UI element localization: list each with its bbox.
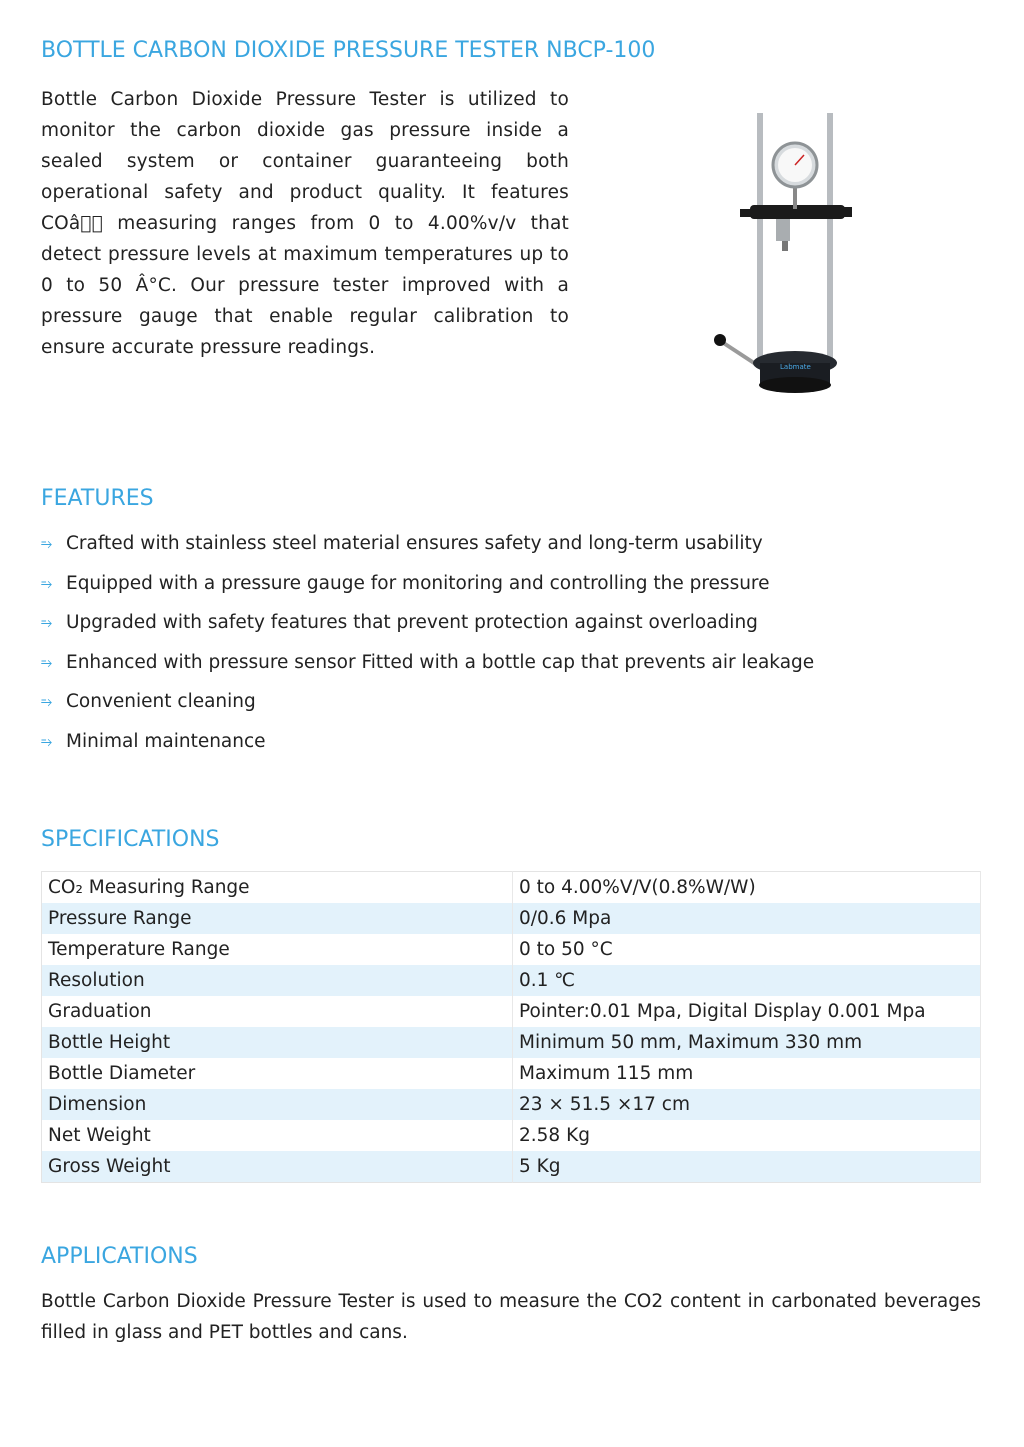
spec-label: Net Weight: [42, 1120, 513, 1151]
arrows-icon: ⥱: [41, 575, 53, 592]
spec-label: Dimension: [42, 1089, 513, 1120]
table-row: [42, 996, 981, 1027]
crossbar: [750, 205, 845, 219]
feature-item: ⥱ Minimal maintenance: [41, 726, 814, 766]
spec-value: 0 to 50 °C: [513, 934, 981, 965]
table-row: [42, 872, 981, 904]
spec-label: Pressure Range: [42, 903, 513, 934]
arrows-icon: ⥱: [41, 694, 53, 711]
spec-label: Resolution: [42, 965, 513, 996]
table-row: [42, 903, 981, 934]
arrows-icon: ⥱: [41, 615, 53, 632]
specifications-heading: SPECIFICATIONS: [41, 827, 220, 852]
features-list: [41, 528, 814, 766]
feature-item: ⥱ Equipped with a pressure gauge for monitoring and controlling the pressure: [41, 568, 814, 608]
table-row: [42, 1058, 981, 1089]
specifications-table: [41, 871, 981, 1183]
table-row: [42, 1089, 981, 1120]
applications-paragraph: Bottle Carbon Dioxide Pressure Tester is used to measure the CO2 content in carbonated beverages filled in glass and PET bottles and cans.: [41, 1291, 981, 1343]
lever-knob: [714, 334, 726, 346]
spec-label: Temperature Range: [42, 934, 513, 965]
table-row: [42, 965, 981, 996]
spec-label: Bottle Height: [42, 1027, 513, 1058]
spec-value: Minimum 50 mm, Maximum 330 mm: [513, 1027, 981, 1058]
arrows-icon: ⥱: [41, 536, 53, 552]
features-heading: FEATURES: [41, 486, 154, 511]
left-rod: [757, 113, 763, 363]
feature-item: ⥱ Crafted with stainless steel material ensures safety and long-term usability: [41, 528, 814, 568]
feature-item: ⥱ Convenient cleaning: [41, 686, 814, 726]
feature-item: ⥱ Enhanced with pressure sensor Fitted with a bottle cap that prevents air leakage: [41, 647, 814, 687]
spec-value: 0.1 ℃: [513, 965, 981, 996]
applications-heading: APPLICATIONS: [41, 1244, 198, 1269]
intro-paragraph: Bottle Carbon Dioxide Pressure Tester is utilized to monitor the carbon dioxide gas pressure inside a sealed system or container guaranteeing both operational safety and product quality. It features COâ   measuring ranges from 0 to 4.00%v/v that detect pressure levels at maximum temperatures up to 0 to 50 Â°C. Our pressure tester improved with a pressure gauge that enable regular calibration to ensure accurate pressure readings.: [41, 89, 569, 358]
spec-value: 0 to 4.00%V/V(0.8%W/W): [513, 872, 981, 904]
table-row: [42, 1151, 981, 1183]
table-row: [42, 1027, 981, 1058]
spec-label: CO₂ Measuring Range: [42, 872, 513, 904]
spec-value: 5 Kg: [513, 1151, 981, 1183]
table-row: [42, 1120, 981, 1151]
spec-value: Pointer:0.01 Mpa, Digital Display 0.001 Mpa: [513, 996, 981, 1027]
spec-value: 0/0.6 Mpa: [513, 903, 981, 934]
spec-value: 2.58 Kg: [513, 1120, 981, 1151]
spec-value: 23 × 51.5 ×17 cm: [513, 1089, 981, 1120]
spec-label: Bottle Diameter: [42, 1058, 513, 1089]
page-title: BOTTLE CARBON DIOXIDE PRESSURE TESTER NBCP-100: [41, 38, 656, 63]
product-image: [700, 105, 860, 405]
spec-label: Gross Weight: [42, 1151, 513, 1183]
arrows-icon: ⥱: [41, 733, 53, 750]
table-row: [42, 934, 981, 965]
spec-value: Maximum 115 mm: [513, 1058, 981, 1089]
feature-item: ⥱ Upgraded with safety features that prevent protection against overloading: [41, 607, 814, 647]
spec-label: Graduation: [42, 996, 513, 1027]
product-logo-text: Labmate: [780, 363, 811, 371]
arrows-icon: ⥱: [41, 654, 53, 671]
right-rod: [827, 113, 833, 363]
